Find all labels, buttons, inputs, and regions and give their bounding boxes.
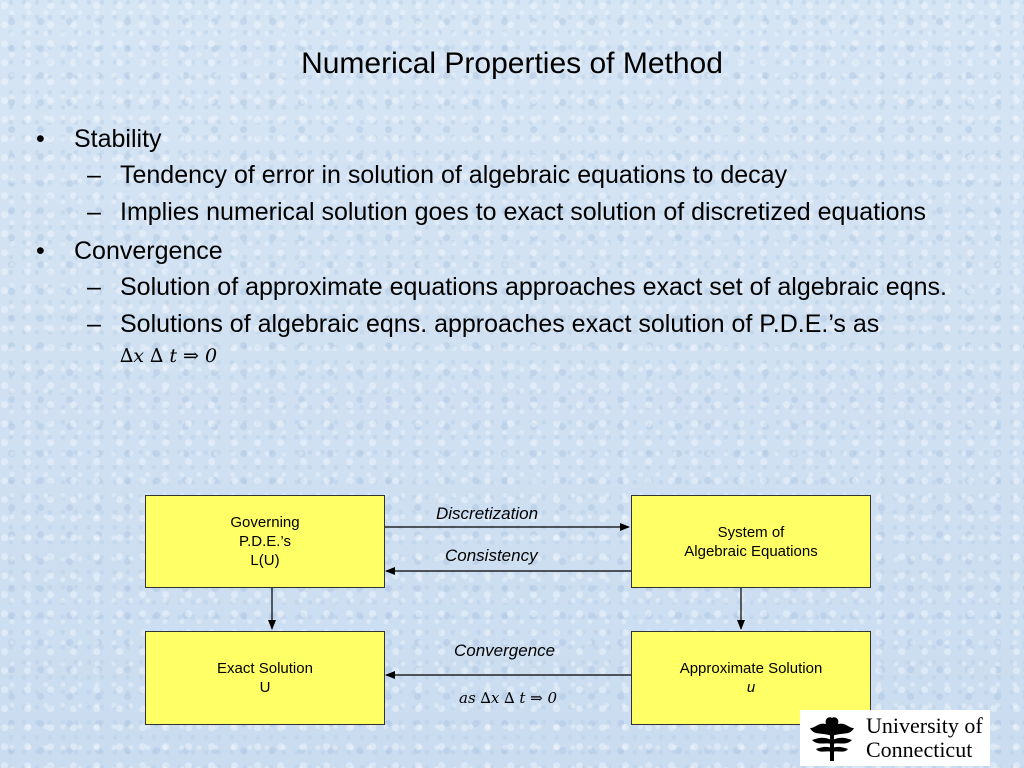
subbullet-text: Solution of approximate equations approaches exact set of algebraic eqns. — [120, 273, 947, 301]
subbullet-marker: – — [87, 310, 101, 338]
logo-line: Connecticut — [866, 737, 973, 762]
exact-solution-box — [145, 631, 385, 725]
governing-pde-box — [145, 495, 385, 588]
convergence-condition-text: as ∆x ∆ t ⇒ 0 — [459, 689, 558, 707]
box-text: P.D.E.’s — [239, 533, 291, 550]
subbullet-text: Solutions of algebraic eqns. approaches exact solution of P.D.E.’s as — [120, 310, 880, 338]
box-text: Algebraic Equations — [684, 542, 818, 560]
bullet-text: Convergence — [74, 237, 223, 265]
oak-leaf-icon — [804, 714, 860, 764]
subbullet-marker: – — [87, 273, 101, 301]
bullet-marker: • — [36, 237, 45, 265]
bullet-marker: • — [36, 125, 45, 153]
box-text: u — [746, 679, 756, 696]
university-name — [866, 714, 983, 762]
algebraic-system-box — [631, 495, 871, 588]
convergence-label: Convergence — [454, 641, 556, 660]
discretization-label: Discretization — [436, 504, 539, 523]
box-text: Approximate Solution — [679, 660, 823, 677]
box-text: System of — [717, 523, 785, 541]
subbullet-text: Implies numerical solution goes to exact solution of discretized equations — [120, 198, 926, 226]
box-text: U — [259, 679, 271, 696]
bullet-text: Stability — [74, 125, 162, 153]
box-text: Governing — [230, 514, 300, 531]
limit-expression: ∆x ∆ t ⇒ 0 — [120, 345, 218, 367]
subbullet-marker: – — [87, 161, 101, 189]
subbullet-text: Tendency of error in solution of algebraic equations to decay — [120, 161, 788, 189]
logo-line: University of — [866, 713, 983, 738]
box-text: L(U) — [250, 552, 280, 569]
subbullet-marker: – — [87, 198, 101, 226]
convergence-condition — [459, 688, 557, 708]
box-text: Exact Solution — [217, 660, 313, 677]
university-logo — [800, 710, 990, 766]
slide-title: Numerical Properties of Method — [301, 47, 723, 80]
consistency-label: Consistency — [445, 546, 538, 565]
